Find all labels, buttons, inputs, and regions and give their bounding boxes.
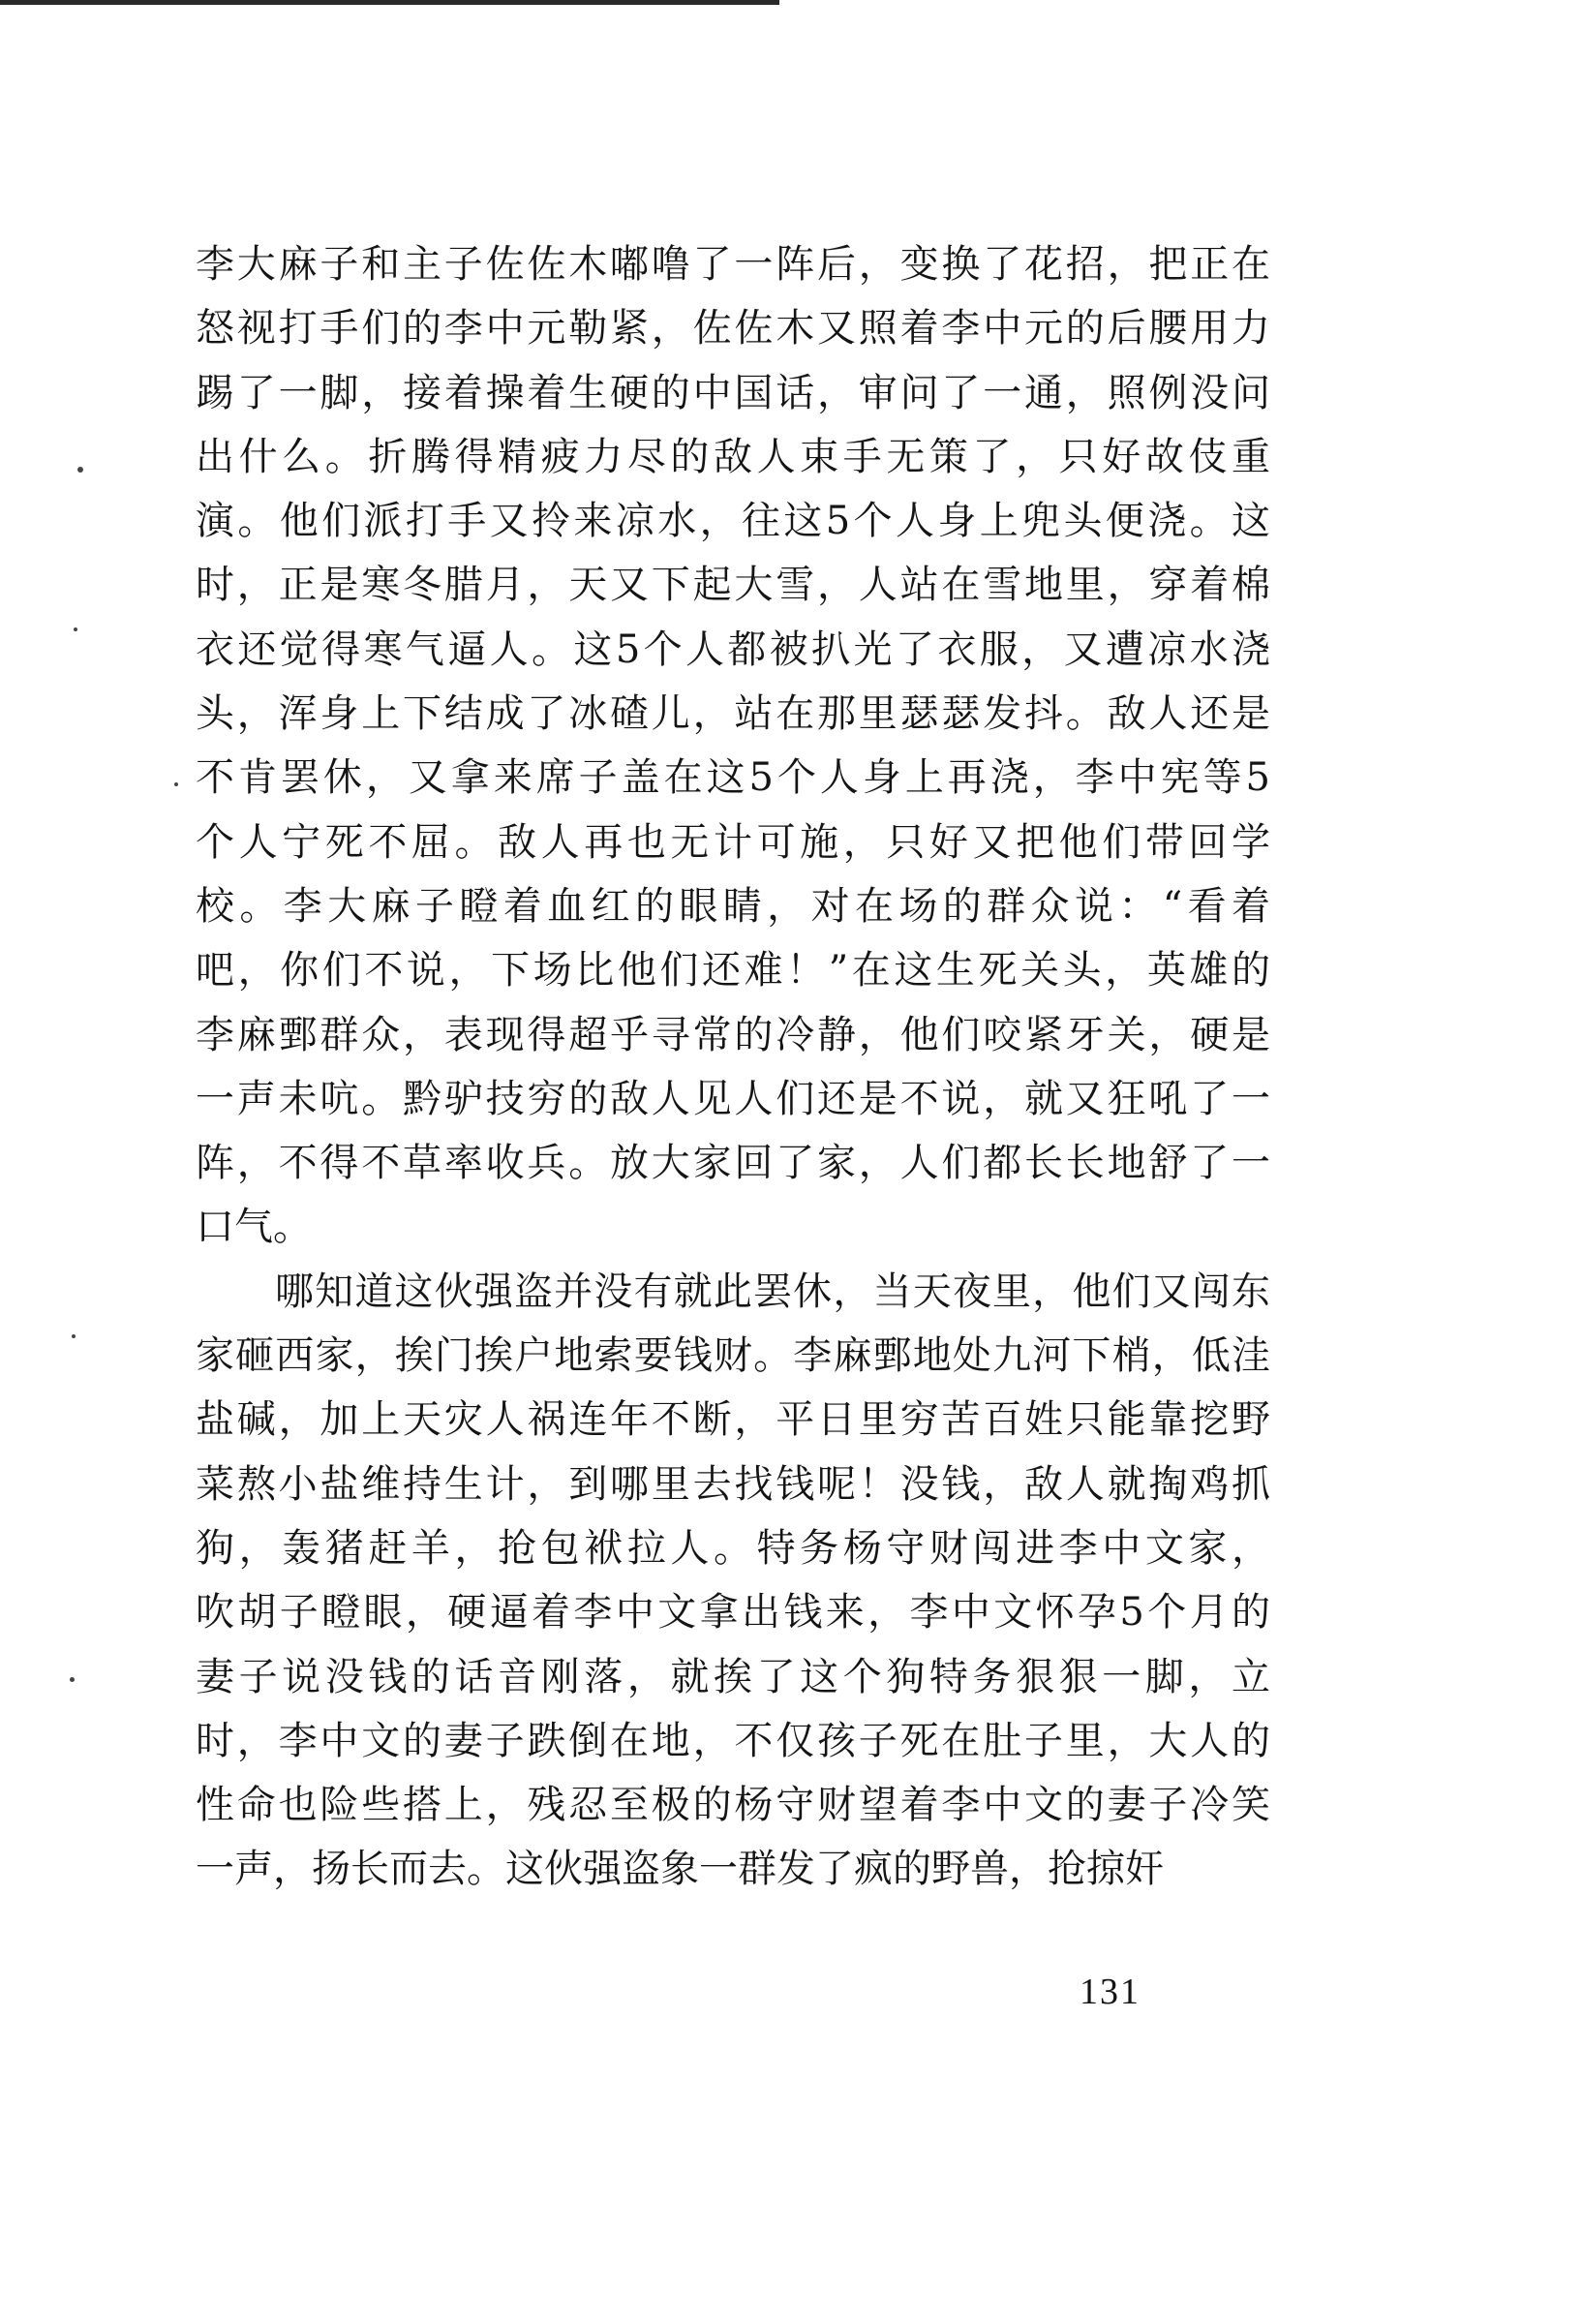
text-line: 盐碱，加上天灾人祸连年不断，平日里穷苦百姓只能靠挖野 xyxy=(196,1397,1270,1443)
text-line: 性命也险些搭上，残忍至极的杨守财望着李中文的妻子冷笑 xyxy=(196,1783,1270,1828)
text-line: 哪知道这伙强盗并没有就此罢休，当天夜里，他们又闯东 xyxy=(275,1269,1270,1314)
text-line: 菜熬小盐维持生计，到哪里去找钱呢！没钱，敌人就掏鸡抓 xyxy=(196,1461,1270,1507)
text-line: 时，李中文的妻子跌倒在地，不仅孩子死在肚子里，大人的 xyxy=(196,1718,1270,1763)
scan-speck xyxy=(74,627,77,631)
text-line: 不肯罢休，又拿来席子盖在这5个人身上再浇，李中宪等5 xyxy=(196,755,1270,801)
text-line: 演。他们派打手又拎来凉水，往这5个人身上兜头便浇。这 xyxy=(196,499,1270,544)
text-line: 李大麻子和主子佐佐木嘟噜了一阵后，变换了花招，把正在 xyxy=(196,242,1270,287)
text-line: 家砸西家，挨门挨户地索要钱财。李麻鄄地处九河下梢，低洼 xyxy=(196,1333,1270,1379)
text-line: 阵，不得不草率收兵。放大家回了家，人们都长长地舒了一 xyxy=(196,1141,1270,1186)
text-line: 出什么。折腾得精疲力尽的敌人束手无策了，只好故伎重 xyxy=(196,434,1270,479)
text-line: 校。李大麻子瞪着血红的眼睛，对在场的群众说：“看着 xyxy=(196,883,1270,929)
text-line: 一声未吭。黔驴技穷的敌人见人们还是不说，就又狂吼了一 xyxy=(196,1076,1270,1121)
text-line: 妻子说没钱的话音刚落，就挨了这个狗特务狠狠一脚，立 xyxy=(196,1654,1270,1699)
page-number: 131 xyxy=(1080,1972,1141,2012)
text-line: 吧，你们不说，下场比他们还难！”在这生死关头，英雄的 xyxy=(196,948,1270,994)
text-line: 李麻鄄群众，表现得超乎寻常的冷静，他们咬紧牙关，硬是 xyxy=(196,1012,1270,1057)
text-line: 个人宁死不屈。敌人再也无计可施，只好又把他们带回学 xyxy=(196,819,1270,865)
text-line: 狗，轰猪赶羊，抢包袱拉人。特务杨守财闯进李中文家， xyxy=(196,1525,1270,1571)
scan-speck xyxy=(72,1334,76,1338)
text-line: 时，正是寒冬腊月，天又下起大雪，人站在雪地里，穿着棉 xyxy=(196,563,1270,608)
scan-speck xyxy=(77,467,83,473)
scan-speck xyxy=(70,1677,75,1682)
scan-speck xyxy=(174,782,178,786)
document-body xyxy=(196,232,1270,1902)
text-line: 一声，扬长而去。这伙强盗象一群发了疯的野兽，抢掠奸 xyxy=(196,1847,1164,1892)
text-line: 头，浑身上下结成了冰碴儿，站在那里瑟瑟发抖。敌人还是 xyxy=(196,691,1270,737)
text-line: 吹胡子瞪眼，硬逼着李中文拿出钱来，李中文怀孕5个月的 xyxy=(196,1590,1270,1636)
text-line: 踢了一脚，接着操着生硬的中国话，审问了一通，照例没问 xyxy=(196,370,1270,415)
text-line: 口气。 xyxy=(196,1205,312,1250)
text-line: 衣还觉得寒气逼人。这5个人都被扒光了衣服，又遭凉水浇 xyxy=(196,627,1270,672)
top-scan-rule xyxy=(0,0,779,5)
text-line: 怒视打手们的李中元勒紧，佐佐木又照着李中元的后腰用力 xyxy=(196,306,1270,352)
